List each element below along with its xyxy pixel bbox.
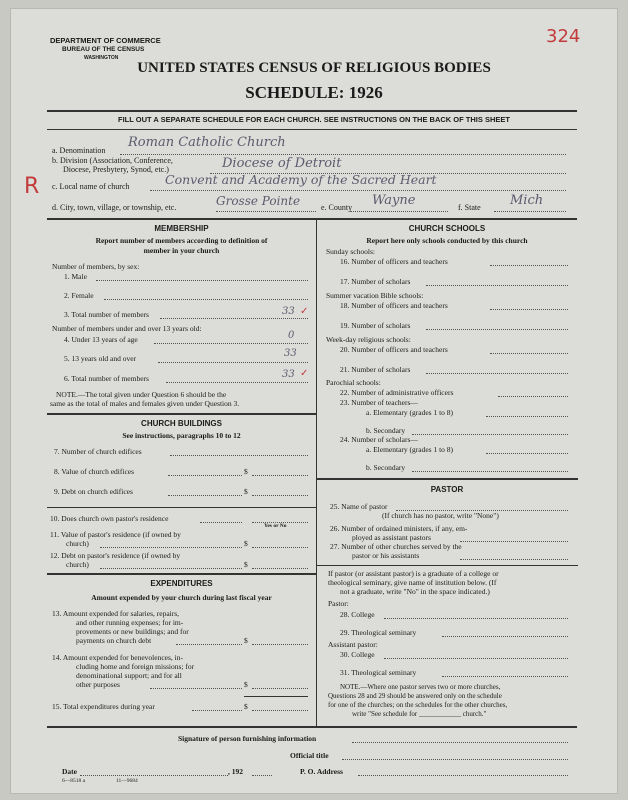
dollar-sign: $ — [244, 467, 248, 476]
q11-line — [100, 547, 242, 548]
membership-heading: MEMBERSHIP — [154, 224, 209, 233]
dollar-sign: $ — [244, 539, 248, 548]
dept-label: DEPARTMENT OF COMMERCE — [50, 36, 161, 45]
q7-line — [170, 455, 308, 456]
q20-line — [490, 353, 568, 354]
membership-note-1: NOTE.—The total given under Question 6 should be the — [56, 390, 227, 399]
q13-label-1: 13. Amount expended for salaries, repairs, — [52, 609, 180, 618]
q11-label-1: 11. Value of pastor's residence (if owned by — [50, 530, 181, 539]
year-label: , 192 — [228, 767, 243, 776]
q15-line — [192, 710, 242, 711]
expenditures-intro: Amount expended by your church during last fiscal year — [91, 593, 272, 602]
q13-label-3: provements or new buildings; and for — [76, 627, 189, 636]
q19-label: 19. Number of scholars — [340, 321, 411, 330]
check-mark: ✓ — [300, 368, 309, 379]
q4-line — [154, 343, 308, 344]
membership-intro-2: member in your church — [143, 246, 220, 255]
buildings-intro: See instructions, paragraphs 10 to 12 — [122, 431, 241, 440]
q13-line — [176, 644, 242, 645]
q23-label: 23. Number of teachers— — [340, 398, 418, 407]
city-value[interactable]: Grosse Pointe — [216, 194, 301, 208]
q19-line — [426, 329, 568, 330]
q18-label: 18. Number of officers and teachers — [340, 301, 448, 310]
q18-line — [490, 309, 568, 310]
q13-label-2: and other running expenses; for im- — [76, 618, 184, 627]
q27-label-1: 27. Number of other churches served by the — [330, 542, 462, 551]
q24a-line — [486, 453, 568, 454]
q9-amount-line — [252, 495, 308, 496]
county-value[interactable]: Wayne — [372, 193, 416, 208]
dollar-sign: $ — [244, 680, 248, 689]
official-title-label: Official title — [290, 751, 329, 760]
form-title: UNITED STATES CENSUS OF RELIGIOUS BODIES — [137, 60, 491, 76]
divider — [47, 110, 577, 112]
divider — [316, 478, 578, 480]
q12-label-1: 12. Debt on pastor's residence (if owned by — [50, 551, 181, 560]
city-line — [216, 211, 316, 212]
schools-intro: Report here only schools conducted by this church — [366, 236, 528, 245]
denomination-value[interactable]: Roman Catholic Church — [128, 135, 286, 150]
sex-label: Number of members, by sex: — [52, 262, 140, 271]
membership-note-2: same as the total of males and females given under Question 3. — [50, 399, 240, 408]
q15-amount-line — [252, 710, 308, 711]
dollar-sign: $ — [244, 636, 248, 645]
q21-line — [426, 373, 568, 374]
divider — [47, 726, 577, 728]
print-number: 11—9684 — [116, 778, 138, 784]
q22-line — [498, 396, 568, 397]
q27-line — [460, 559, 568, 560]
q14-amount-line — [252, 688, 308, 689]
city-label: d. City, town, village, or township, etc. — [52, 203, 177, 212]
q24a-label: a. Elementary (grades 1 to 8) — [366, 445, 454, 454]
q23a-line — [486, 416, 568, 417]
q24-label: 24. Number of scholars— — [340, 435, 418, 444]
pastor-note-2: Questions 28 and 29 should be answered only on the schedule — [328, 692, 502, 700]
local-name-line — [150, 190, 566, 191]
pastor-note-4: write "See schedule for ____________ church." — [352, 710, 487, 718]
county-label: e. County — [321, 203, 353, 212]
q10-line — [200, 522, 242, 523]
q28-line — [384, 618, 568, 619]
form-number: 6—8518 a — [62, 778, 86, 784]
q11-label-2: church) — [66, 539, 89, 548]
q1-label: 1. Male — [64, 272, 87, 281]
q9-label: 9. Debt on church edifices — [54, 487, 133, 496]
q2-label: 2. Female — [64, 291, 94, 300]
assistant-sub-label: Assistant pastor: — [328, 640, 378, 649]
divider — [47, 218, 577, 220]
q13-label-4: payments on church debt — [76, 636, 152, 645]
q12-label-2: church) — [66, 560, 89, 569]
q15-label: 15. Total expenditures during year — [52, 702, 155, 711]
q23a-label: a. Elementary (grades 1 to 8) — [366, 408, 454, 417]
page-number: 324 — [546, 26, 581, 47]
sunday-label: Sunday schools: — [326, 247, 375, 256]
q24b-label: b. Secondary — [366, 463, 406, 472]
q8-line — [168, 475, 242, 476]
pastor-sub-label: Pastor: — [328, 599, 349, 608]
q17-line — [426, 285, 568, 286]
r-mark: R — [24, 174, 40, 199]
age-label: Number of members under and over 13 years old: — [52, 324, 202, 333]
q7-label: 7. Number of church edifices — [54, 447, 142, 456]
pastor-heading: PASTOR — [430, 485, 464, 494]
q3-line — [160, 318, 308, 319]
column-divider — [316, 218, 317, 726]
q3-label: 3. Total number of members — [64, 310, 149, 319]
q28-label: 28. College — [340, 610, 375, 619]
po-address-line — [358, 775, 568, 776]
local-name-value[interactable]: Convent and Academy of the Sacred Heart — [165, 172, 437, 187]
form-subtitle: SCHEDULE: 1926 — [245, 83, 383, 102]
q8-amount-line — [252, 475, 308, 476]
q16-line — [490, 265, 568, 266]
bureau-label: BUREAU OF THE CENSUS — [62, 46, 145, 53]
q26-label-1: 26. Number of ordained ministers, if any, em- — [330, 524, 468, 533]
q12-amount-line — [252, 568, 308, 569]
q26-line — [460, 541, 568, 542]
state-label: f. State — [458, 203, 481, 212]
q30-label: 30. College — [340, 650, 375, 659]
q17-label: 17. Number of scholars — [340, 277, 411, 286]
q27-label-2: pastor or his assistants — [352, 551, 420, 560]
year-line — [252, 775, 272, 776]
pastor-note-3: for one of the churches; on the schedules for the other churches, — [328, 701, 508, 709]
instruction-line: FILL OUT A SEPARATE SCHEDULE FOR EACH CHURCH. SEE INSTRUCTIONS ON THE BACK OF THIS SHEET — [118, 115, 510, 124]
q20-label: 20. Number of officers and teachers — [340, 345, 448, 354]
q6-value[interactable]: 33 — [282, 369, 295, 380]
divider — [316, 565, 578, 566]
q31-label: 31. Theological seminary — [340, 668, 417, 677]
weekday-label: Week-day religious schools: — [326, 335, 411, 344]
divider — [47, 507, 316, 508]
sum-line — [244, 696, 308, 697]
signature-line — [352, 742, 568, 743]
q21-label: 21. Number of scholars — [340, 365, 411, 374]
po-address-label: P. O. Address — [300, 767, 343, 776]
grad-text-3: not a graduate, write "No" in the space indicated.) — [340, 587, 490, 596]
q14-label-2: cluding home and foreign missions; for — [76, 662, 195, 671]
membership-intro-1: Report number of members according to definition of — [95, 236, 268, 245]
q14-label-1: 14. Amount expended for benevolences, in- — [52, 653, 184, 662]
city-label: WASHINGTON — [84, 55, 119, 61]
schools-heading: CHURCH SCHOOLS — [408, 224, 486, 233]
q30-line — [384, 658, 568, 659]
dollar-sign: $ — [244, 702, 248, 711]
divider — [47, 413, 316, 415]
q2-line — [104, 299, 308, 300]
q9-line — [168, 495, 242, 496]
q5-value[interactable]: 33 — [284, 348, 297, 359]
q26-label-2: ployed as assistant pastors — [352, 533, 431, 542]
q6-label: 6. Total number of members — [64, 374, 149, 383]
q24b-line — [412, 471, 568, 472]
grad-text-2: theological seminary, give name of institution below. (If — [328, 578, 497, 587]
q8-label: 8. Value of church edifices — [54, 467, 135, 476]
dollar-sign: $ — [244, 487, 248, 496]
grad-text-1: If pastor (or assistant pastor) is a graduate of a college or — [328, 569, 499, 578]
expenditures-heading: EXPENDITURES — [150, 579, 213, 588]
date-label: Date — [62, 767, 77, 776]
state-value[interactable]: Mich — [510, 193, 544, 208]
divider — [47, 129, 577, 130]
q22-label: 22. Number of administrative officers — [340, 388, 454, 397]
dollar-sign: $ — [244, 560, 248, 569]
q14-line — [150, 688, 242, 689]
q11-amount-line — [252, 547, 308, 548]
division-label-2: Diocese, Presbytery, Synod, etc.) — [63, 165, 169, 174]
q14-label-3: denominational support; and for all — [76, 671, 182, 680]
official-title-line — [342, 759, 568, 760]
buildings-heading: CHURCH BUILDINGS — [141, 419, 222, 428]
check-mark: ✓ — [300, 306, 309, 317]
local-name-label: c. Local name of church — [52, 182, 130, 191]
q14-label-4: other purposes — [76, 680, 120, 689]
division-value[interactable]: Diocese of Detroit — [222, 156, 342, 171]
date-line — [80, 775, 228, 776]
q1-line — [96, 280, 308, 281]
q5-line — [158, 362, 308, 363]
denomination-line — [120, 154, 566, 155]
denomination-label: a. Denomination — [52, 146, 106, 155]
q5-label: 5. 13 years old and over — [64, 354, 137, 363]
q4-label: 4. Under 13 years of age — [64, 335, 138, 344]
county-line — [350, 211, 448, 212]
q23b-line — [412, 434, 568, 435]
q12-line — [100, 568, 242, 569]
q29-label: 29. Theological seminary — [340, 628, 417, 637]
summer-label: Summer vacation Bible schools: — [326, 291, 424, 300]
pastor-note-1: NOTE.—Where one pastor serves two or more churches, — [340, 683, 501, 691]
parochial-label: Parochial schools: — [326, 378, 381, 387]
q16-label: 16. Number of officers and teachers — [340, 257, 448, 266]
state-line — [494, 211, 566, 212]
yes-no-label: Yes or No — [264, 523, 287, 529]
q6-line — [166, 382, 308, 383]
signature-label: Signature of person furnishing information — [178, 734, 317, 743]
divider — [47, 573, 316, 575]
q4-value[interactable]: 0 — [288, 330, 295, 341]
q3-value[interactable]: 33 — [282, 306, 295, 317]
division-label-1: b. Division (Association, Conference, — [52, 156, 173, 165]
q23b-label: b. Secondary — [366, 426, 406, 435]
q29-line — [442, 636, 568, 637]
q10-label: 10. Does church own pastor's residence — [50, 514, 169, 523]
q25-note: (If church has no pastor, write "None") — [382, 511, 499, 520]
q31-line — [442, 676, 568, 677]
q13-amount-line — [252, 644, 308, 645]
q25-label: 25. Name of pastor — [330, 502, 388, 511]
